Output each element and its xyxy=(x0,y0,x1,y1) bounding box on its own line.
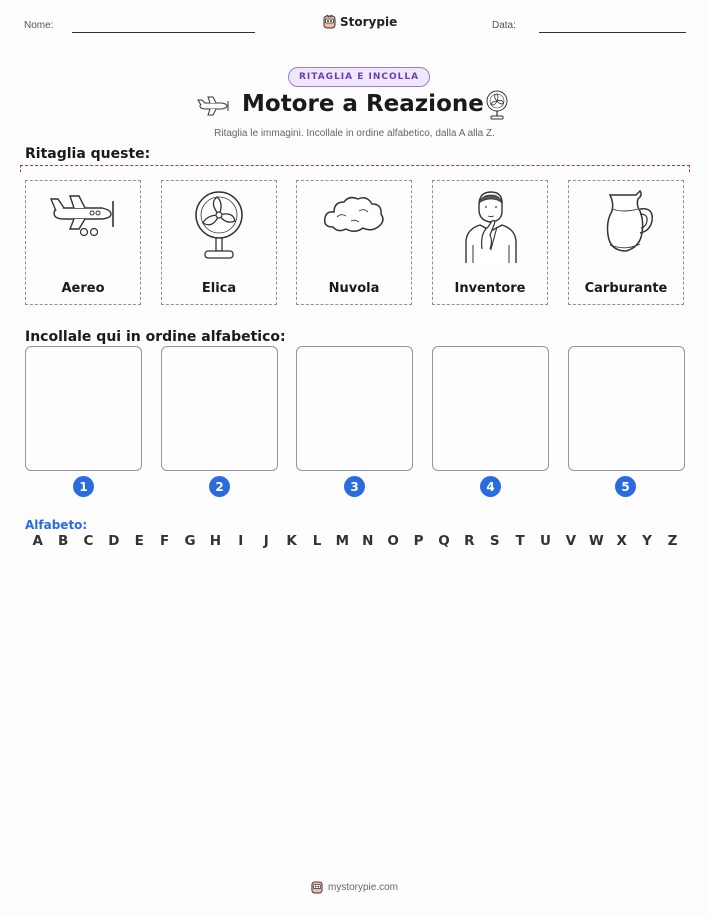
inventor-icon xyxy=(460,189,520,265)
card-label: Aereo xyxy=(61,281,105,296)
alphabet-letter: A xyxy=(32,533,43,549)
name-line[interactable] xyxy=(72,32,255,33)
alphabet-letter: P xyxy=(413,533,424,549)
storypie-mascot-icon xyxy=(323,14,336,29)
alphabet-letter: N xyxy=(362,533,374,549)
cut-dashed-line xyxy=(20,165,690,172)
alphabet-letter: X xyxy=(616,533,627,549)
brand-name: Storypie xyxy=(340,14,398,29)
card-label: Inventore xyxy=(454,281,526,296)
alphabet-letter: L xyxy=(312,533,322,549)
alphabet-letter: Q xyxy=(438,533,450,549)
date-label: Data: xyxy=(492,20,516,31)
paste-slot-4[interactable] xyxy=(432,346,549,471)
instructions: Ritaglia le immagini. Incollale in ordine alfabetico, dalla A alla Z. xyxy=(214,128,495,139)
cut-card-carburante[interactable] xyxy=(568,180,684,305)
name-label: Nome: xyxy=(24,20,54,31)
alphabet-letter: J xyxy=(263,533,269,549)
paste-slot-3[interactable] xyxy=(296,346,413,471)
paste-slot-2[interactable] xyxy=(161,346,278,471)
cut-section-title: Ritaglia queste: xyxy=(25,146,151,162)
alphabet-letter: T xyxy=(515,533,525,549)
slot-number-2: 2 xyxy=(209,476,230,497)
alphabet-letter: F xyxy=(160,533,170,549)
slot-number-4: 4 xyxy=(480,476,501,497)
alphabet-row xyxy=(25,533,685,549)
brand-logo xyxy=(323,14,397,29)
alphabet-letter: C xyxy=(83,533,94,549)
slot-number-3: 3 xyxy=(344,476,365,497)
jug-icon xyxy=(596,189,656,255)
cut-card-aereo[interactable] xyxy=(25,180,141,305)
alphabet-letter: H xyxy=(209,533,222,549)
slot-number-5: 5 xyxy=(615,476,636,497)
alphabet-letter: V xyxy=(565,533,577,549)
footer xyxy=(0,880,709,894)
alphabet-letter: G xyxy=(184,533,196,549)
paste-slot-5[interactable] xyxy=(568,346,685,471)
cut-card-nuvola[interactable] xyxy=(296,180,412,305)
card-label: Nuvola xyxy=(328,281,380,296)
paste-section-title: Incollale qui in ordine alfabetico: xyxy=(25,329,286,345)
alphabet-title: Alfabeto: xyxy=(25,518,88,532)
fan-icon xyxy=(191,189,247,261)
alphabet-letter: R xyxy=(464,533,475,549)
alphabet-letter: K xyxy=(286,533,297,549)
alphabet-letter: O xyxy=(387,533,399,549)
cut-card-elica[interactable] xyxy=(161,180,277,305)
alphabet-letter: Y xyxy=(642,533,652,549)
card-label: Elica xyxy=(201,281,237,296)
alphabet-letter: D xyxy=(108,533,120,549)
footer-site[interactable]: mystorypie.com xyxy=(327,881,398,893)
paste-slot-1[interactable] xyxy=(25,346,142,471)
date-line[interactable] xyxy=(539,32,686,33)
alphabet-letter: U xyxy=(540,533,551,549)
alphabet-letter: I xyxy=(238,533,244,549)
airplane-icon xyxy=(48,189,118,239)
fan-title-icon xyxy=(484,90,510,120)
alphabet-letter: W xyxy=(588,533,604,549)
storypie-mascot-icon xyxy=(311,880,323,894)
cloud-icon xyxy=(321,189,387,241)
activity-badge: RITAGLIA E INCOLLA xyxy=(288,67,430,87)
page-title: Motore a Reazione xyxy=(242,91,484,117)
alphabet-letter: Z xyxy=(667,533,678,549)
airplane-title-icon xyxy=(196,95,230,117)
card-label: Carburante xyxy=(584,281,668,296)
alphabet-letter: E xyxy=(134,533,144,549)
alphabet-letter: S xyxy=(489,533,500,549)
alphabet-letter: B xyxy=(57,533,69,549)
alphabet-letter: M xyxy=(335,533,350,549)
slot-number-1: 1 xyxy=(73,476,94,497)
cut-card-inventore[interactable] xyxy=(432,180,548,305)
